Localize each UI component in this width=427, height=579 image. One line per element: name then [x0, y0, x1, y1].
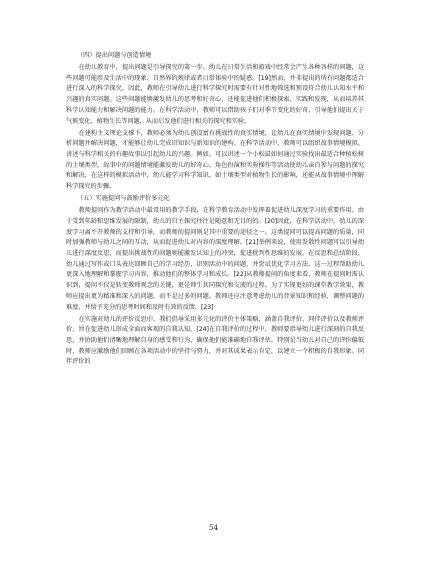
paragraph: 教师提问作为教学活动中最常用的教学手段，在科学教育活动中发挥着促进幼儿深度学习的重要作用。由于受到年龄和思维发展的限制，幼儿的自主探究往往是随意和无目的的。[20]因此，在科学活动中，幼儿的深度学习离不开教师的支持和引导，而教师的提问则是其中重要的途径之一。这类提问可以提高问题的质量，同时加强教师与幼儿之间的互动，从而促进幼儿对内容的深度理解。[21]举例来说，使用发散性问题可以引导幼儿进行深度反思，而提出挑战性的问题则能激发认知上的冲突，促进批判性思维的发展。在反思和总结阶段，幼儿通过写作或口头表达回顾自己的学习经历，识别活动中的问题，并尝试优化学习方法，这一过程帮助幼儿更深入地理解和掌握学习内容，推动他们的整体学习和成长。[22]从教师提问的角度来看，教师在提问时需认识到，提问不仅是转变教师观念的关键，更是师生共同探究和交流的过程。为了实现更好的课堂教学效果，教师应提出更为精准和深入的问题，而不是过多的问题。教师还应注意考虑幼儿的背景知识和经验，调整问题的难度，并给予充分的思考时间和及时有效的反馈。[23]: [66, 207, 364, 311]
section-heading-4: （四）提出问题与创造情境: [77, 52, 152, 59]
paragraph: 在幼儿教育中，提出问题是引导探究的第一步。幼儿在日常生活和游戏中经常会产生各种各样的问题，这些问题可能涉及生活中的现象、自然界的规律或者日常体验中的疑惑。[19]然而，并非提出的所有问题都适合进行深入的科学探究。因此，教师在引导幼儿进行科学探究时需要有针对性地筛选和预设符合幼儿认知水平和兴趣的真实问题。这些问题能够激发幼儿的思考和好奇心，还能促进他们积极探索、实践和发现，从而培养其科学认知能力和解决问题的能力。在科学活动中，教师可以借助孩子们对季节变化的好奇，引导他们提出关于气候变化、植物生长等问题，从而启发他们进行相关的探究和实验。: [66, 63, 364, 125]
paragraph: 在实施对幼儿的评价反思中，我们倡导采用多元化的评价主体策略，涵盖自我评价、同伴评价以及教师评价，旨在促进幼儿形成全面而客观的自我认知。[24]在自我评价的过程中，教师要指导幼儿进行深刻的自我反思，并协助他们清晰地理解自身的感受和行为，确保他们能准确地自我评估。特别是当幼儿对自己的评价偏低时，教师应激励他们回顾在各项活动中的坚持与努力，并对其成果表示肯定，以建立一个积极的自我形象。同伴评价的: [66, 315, 364, 366]
section-heading-5: （五）实施提问与鼓励评价多元化: [77, 195, 170, 203]
paragraph: 在建构主义理论支撑下，教师必须为幼儿创设富有挑战性的真实情境，让幼儿在真实情境中发现问题、分析问题并解决问题，才能够让幼儿完成旧知识与新知识的建构。在科学活动中，教师可以组织故事情境模拟，讲述与科学相关的有趣故事以引起幼儿的兴趣。例如，可以讲述一个小松鼠如何通过实验找出最适合种植松树的土壤类型，故事中的问题情境能激发幼儿的好奇心，角色扮演和实验操作等活动使幼儿亲自参与问题的探究和解决，在这样的模拟活动中，幼儿能学习科学知识，如土壤类型对植物生长的影响，还能从故事情境中理解科学探究的步骤。: [66, 129, 364, 191]
page-number: 54: [208, 523, 219, 532]
page-body: [66, 51, 364, 370]
